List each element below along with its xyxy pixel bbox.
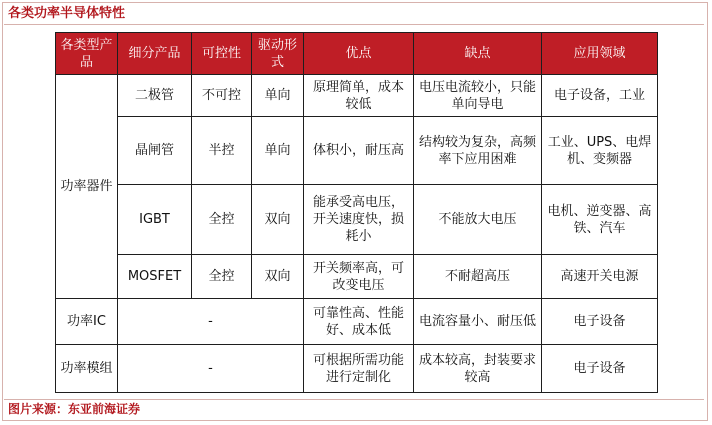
header-product-type: 各类型产品 bbox=[56, 33, 118, 75]
cell-cons: 电流容量小、耐压低 bbox=[414, 299, 542, 345]
cell-drive-form: 单向 bbox=[252, 117, 304, 185]
header-row bbox=[56, 33, 658, 75]
cell-product: MOSFET bbox=[118, 255, 192, 299]
cell-applications: 电子设备，工业 bbox=[542, 75, 658, 117]
header-cons: 缺点 bbox=[414, 33, 542, 75]
cell-applications: 电机、逆变器、高铁、汽车 bbox=[542, 185, 658, 255]
group-power-device: 功率器件 bbox=[56, 75, 118, 299]
table-row bbox=[56, 185, 658, 255]
cell-applications: 高速开关电源 bbox=[542, 255, 658, 299]
header-sub-product: 细分产品 bbox=[118, 33, 192, 75]
cell-drive-form: 双向 bbox=[252, 185, 304, 255]
cell-cons: 成本较高，封装要求较高 bbox=[414, 345, 542, 393]
title-divider bbox=[4, 24, 704, 25]
figure-source: 图片来源：东亚前海证券 bbox=[8, 402, 141, 416]
cell-cons: 电压电流较小，只能单向导电 bbox=[414, 75, 542, 117]
cell-controllability: 全控 bbox=[192, 255, 252, 299]
cell-merged-dash: - bbox=[118, 299, 304, 345]
power-semiconductor-table bbox=[55, 32, 658, 393]
header-drive-form: 驱动形式 bbox=[252, 33, 304, 75]
cell-product-type: 功率IC bbox=[56, 299, 118, 345]
table-row bbox=[56, 255, 658, 299]
header-applications: 应用领域 bbox=[542, 33, 658, 75]
cell-cons: 结构较为复杂，高频率下应用困难 bbox=[414, 117, 542, 185]
cell-cons: 不耐超高压 bbox=[414, 255, 542, 299]
cell-product: 晶闸管 bbox=[118, 117, 192, 185]
cell-pros: 体积小，耐压高 bbox=[304, 117, 414, 185]
cell-product: IGBT bbox=[118, 185, 192, 255]
cell-cons: 不能放大电压 bbox=[414, 185, 542, 255]
source-divider bbox=[4, 399, 704, 400]
header-controllability: 可控性 bbox=[192, 33, 252, 75]
cell-pros: 能承受高电压，开关速度快，损耗小 bbox=[304, 185, 414, 255]
cell-applications: 电子设备 bbox=[542, 299, 658, 345]
cell-drive-form: 双向 bbox=[252, 255, 304, 299]
cell-applications: 工业、UPS、电焊机、变频器 bbox=[542, 117, 658, 185]
table-row bbox=[56, 345, 658, 393]
cell-pros: 可根据所需功能进行定制化 bbox=[304, 345, 414, 393]
cell-controllability: 半控 bbox=[192, 117, 252, 185]
table-row bbox=[56, 75, 658, 117]
cell-product-type: 功率模组 bbox=[56, 345, 118, 393]
cell-controllability: 全控 bbox=[192, 185, 252, 255]
table-row bbox=[56, 299, 658, 345]
table-row bbox=[56, 117, 658, 185]
cell-pros: 可靠性高、性能好、成本低 bbox=[304, 299, 414, 345]
cell-applications: 电子设备 bbox=[542, 345, 658, 393]
cell-product: 二极管 bbox=[118, 75, 192, 117]
header-pros: 优点 bbox=[304, 33, 414, 75]
cell-controllability: 不可控 bbox=[192, 75, 252, 117]
cell-pros: 原理简单，成本较低 bbox=[304, 75, 414, 117]
cell-merged-dash: - bbox=[118, 345, 304, 393]
cell-drive-form: 单向 bbox=[252, 75, 304, 117]
figure-title: 各类功率半导体特性 bbox=[8, 6, 126, 21]
cell-pros: 开关频率高，可改变电压 bbox=[304, 255, 414, 299]
